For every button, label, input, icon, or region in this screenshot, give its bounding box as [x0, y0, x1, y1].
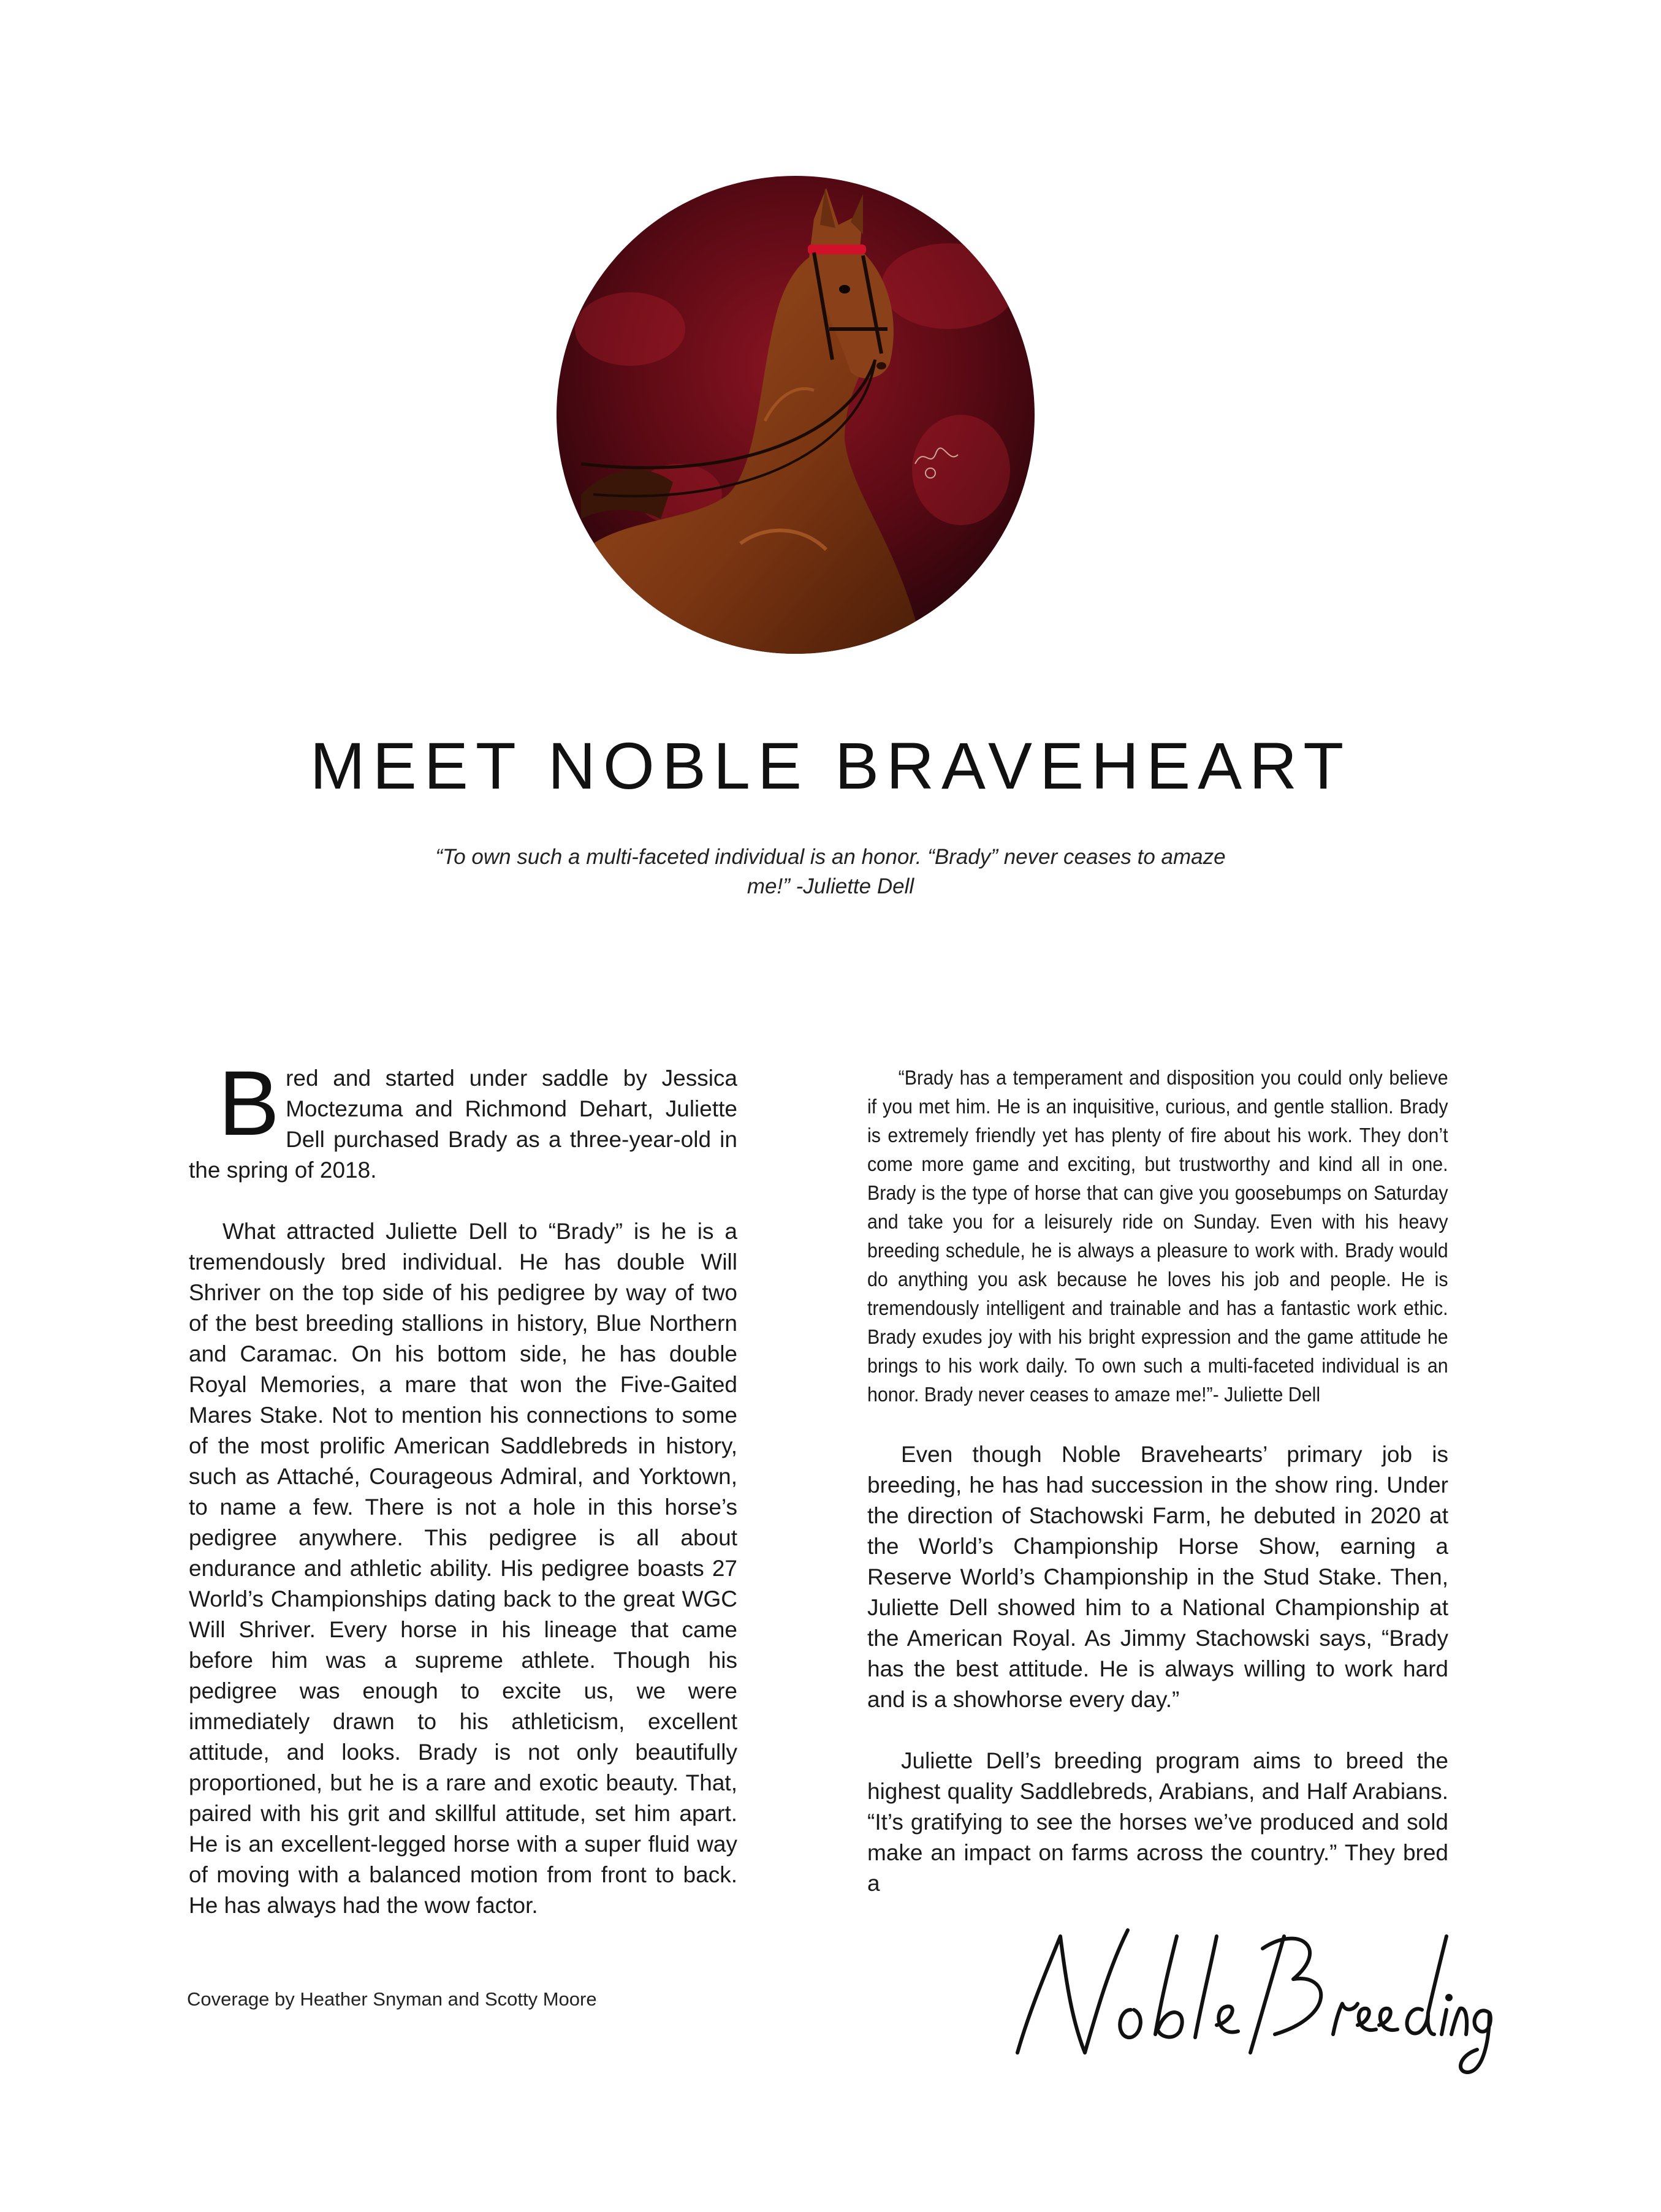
horse-portrait-image: [557, 176, 1035, 654]
article-paragraph: What attracted Juliette Dell to “Brady” is he is a tremendously bred individual. He has double Will Shriver on the top side of his pedigree by way of two of the best breeding stallions in history, Blue Northern and Caramac. On his bottom side, he has double Royal Memories, a mare that won the Five-Gaited Mares Stake. Not to mention his connections to some of the most prolific American Saddlebreds in history, such as Attaché, Courageous Admiral, and Yorktown, to name a few. There is not a hole in this horse’s pedigree anywhere. This pedigree is all about endurance and athletic ability. His pedigree boasts 27 World’s Championships dating back to the great WGC Will Shriver. Every horse in his lineage that came before him was a supreme athlete. Though his pedigree was enough to excite us, we were immediately drawn to his athleticism, excellent attitude, and looks. Brady is not only beautifully proportioned, but he is a rare and exotic beauty. That, paired with his grit and skillful attitude, set him apart. He is an excellent-legged horse with a super fluid way of moving with a balanced motion from front to back. He has always had the wow factor.: [189, 1219, 737, 1918]
article-paragraph: “Brady has a temperament and disposition you could only believe if you met him. He is an inquisitive, curious, and gentle stallion. Brady is extremely friendly yet has plenty of fire about his work. They don’t come more game and exciting, but trustworthy and kind all in one. Brady is the type of horse that can give you goosebumps on Saturday and take you for a leisurely ride on Sunday. Even with his heavy breeding schedule, he is always a pleasure to work with. Brady would do anything you ask because he loves his job and people. He is tremendously intelligent and trainable and has a fantastic work ethic. Brady exudes joy with his bright expression and the game attitude he brings to his work daily. To own such a multi-faceted individual is an honor. Brady never ceases to amaze me!”- Juliette Dell: [867, 1066, 1448, 1406]
article-paragraph: Juliette Dell’s breeding program aims to breed the highest quality Saddlebreds, Arabians, and Half Arabians. “It’s gratifying to see the horses we’ve produced and sold make an impact on farms across the country.” They bred a: [867, 1748, 1448, 1896]
article-paragraph: Even though Noble Bravehearts’ primary job is breeding, he has had succession in the show ring. Under the direction of Stachowski Farm, he debuted in 2020 at the World’s Championship Horse Show, earning a Reserve World’s Championship in the Stud Stake. Then, Juliette Dell showed him to a National Championship at the American Royal. As Jimmy Stachowski says, “Brady has the best attitude. He is always willing to work hard and is a showhorse every day.”: [867, 1442, 1448, 1712]
paragraph-text: red and started under saddle by Jessica Moctezuma and Richmond Dehart, Juliette Dell purchased Brady as a three-year-old in the spring of 2018.: [189, 1066, 737, 1183]
pull-quote: “To own such a multi-faceted individual is an honor. “Brady” never ceases to amaze me!” -Juliette Dell: [435, 845, 1226, 898]
article-column-right: [867, 1063, 1448, 1930]
coverage-credit: Coverage by Heather Snyman and Scotty Moore: [187, 1988, 597, 2010]
article-title: MEET NOBLE BRAVEHEART: [310, 729, 1351, 803]
noble-breeding-signature-logo: [1005, 1912, 1508, 2077]
article-column-left: [189, 1051, 737, 1952]
article-paragraph: [189, 1051, 737, 1186]
horse-photo: [557, 176, 1035, 654]
drop-cap: B: [218, 1051, 280, 1154]
